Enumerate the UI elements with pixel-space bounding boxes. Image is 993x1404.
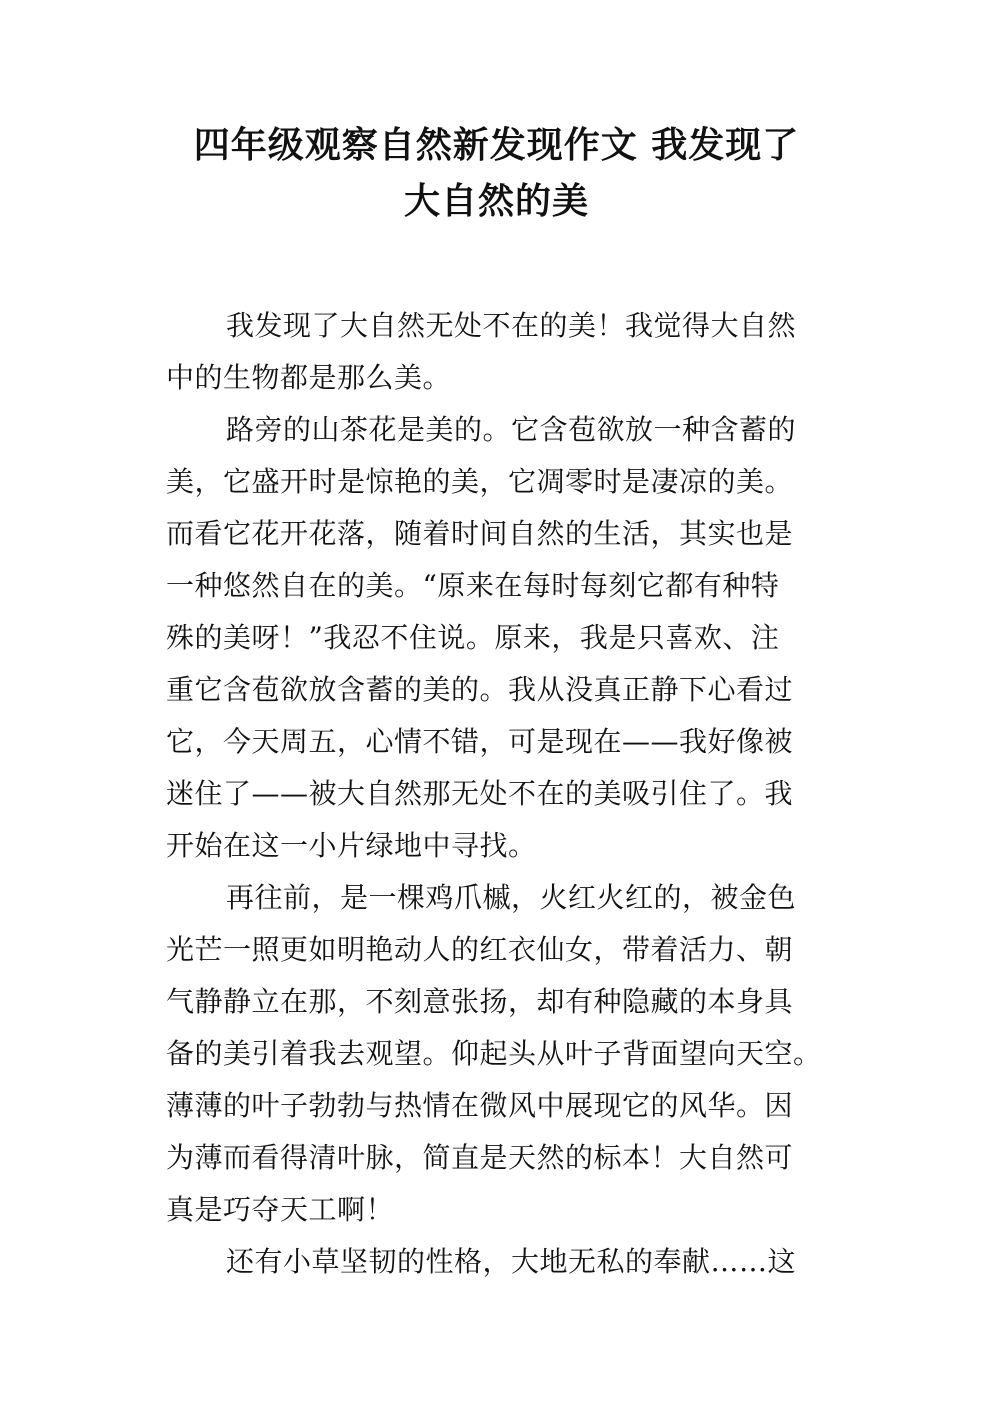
body-line: 路旁的山茶花是美的。它含苞欲放一种含蓄的 <box>226 413 797 446</box>
body-line: 重它含苞欲放含蓄的美的。我从没真正静下心看过 <box>166 673 794 706</box>
body-line: 为薄而看得清叶脉，简直是天然的标本！大自然可 <box>166 1141 794 1174</box>
title-line: 大自然的美 <box>403 181 589 222</box>
document-title <box>150 118 843 230</box>
body-line: 美，它盛开时是惊艳的美，它凋零时是凄凉的美。 <box>166 465 794 498</box>
body-line: 中的生物都是那么美。 <box>166 361 452 394</box>
body-line: 殊的美呀！”我忍不住说。原来，我是只喜欢、注 <box>166 621 780 654</box>
body-line: 还有小草坚韧的性格，大地无私的奉献……这 <box>226 1245 797 1278</box>
document-body <box>166 300 832 1288</box>
body-line: 开始在这一小片绿地中寻找。 <box>166 829 537 862</box>
body-line: 迷住了——被大自然那无处不在的美吸引住了。我 <box>166 777 794 810</box>
body-line: 备的美引着我去观望。仰起头从叶子背面望向天空。 <box>166 1037 822 1070</box>
title-line: 四年级观察自然新发现作文 我发现了 <box>193 125 800 166</box>
body-line: 而看它花开花落，随着时间自然的生活，其实也是 <box>166 517 794 550</box>
body-line: 薄薄的叶子勃勃与热情在微风中展现它的风华。因 <box>166 1089 794 1122</box>
body-line: 一种悠然自在的美。“原来在每时每刻它都有种特 <box>166 569 780 602</box>
body-line: 它，今天周五，心情不错，可是现在——我好像被 <box>166 725 794 758</box>
body-line: 气静静立在那，不刻意张扬，却有种隐藏的本身具 <box>166 985 794 1018</box>
body-line: 光芒一照更如明艳动人的红衣仙女，带着活力、朝 <box>166 933 794 966</box>
body-line: 我发现了大自然无处不在的美！我觉得大自然 <box>226 309 797 342</box>
body-line: 真是巧夺天工啊！ <box>166 1193 395 1226</box>
body-line: 再往前，是一棵鸡爪槭，火红火红的，被金色 <box>226 881 797 914</box>
